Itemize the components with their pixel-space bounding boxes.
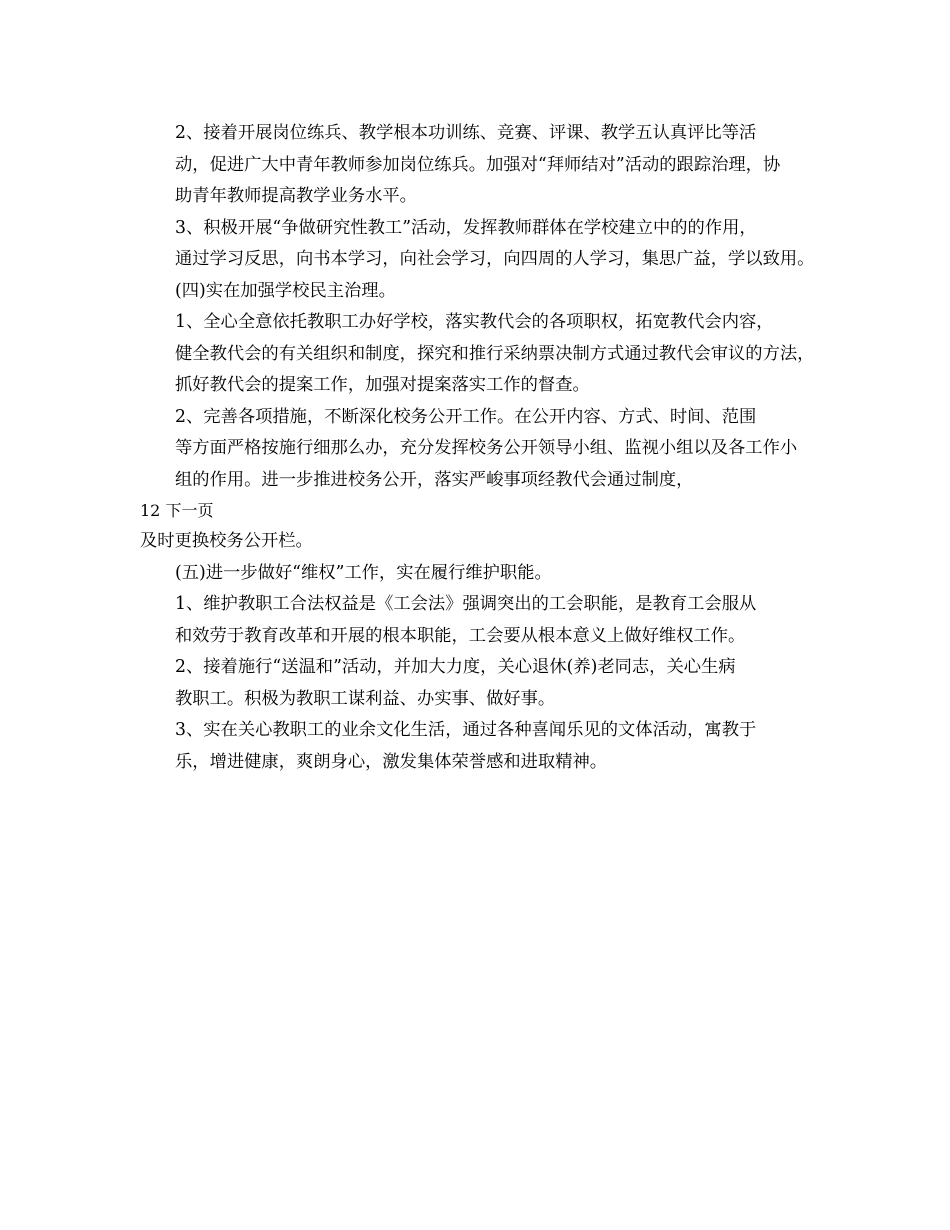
- paragraph: [140, 589, 830, 652]
- text-line: (五)进一步做好“维权”工作，实在履行维护职能。: [175, 562, 552, 583]
- text-line: 助青年教师提高教学业务水平。: [175, 186, 417, 206]
- text-line: 教职工。积极为教职工谋利益、办实事、做好事。: [175, 688, 556, 709]
- text-line: 乐，增进健康，爽朗身心，激发集体荣誉感和进取精神。: [175, 751, 608, 772]
- text-line: 抓好教代会的提案工作，加强对提案落实工作的督查。: [175, 375, 590, 395]
- paragraph: [140, 652, 830, 715]
- text-line: 通过学习反思，向书本学习，向社会学习，向四周的人学习，集思广益，学以致用。: [175, 249, 815, 269]
- text-line: (四)实在加强学校民主治理。: [175, 280, 396, 301]
- page-navigation-text: 12 下一页: [140, 501, 214, 520]
- text-line: 组的作用。进一步推进校务公开，落实严峻事项经教代会通过制度，: [175, 469, 694, 490]
- text-line: 等方面严格按施行细那么办，充分发挥校务公开领导小组、监视小组以及各工作小: [175, 438, 798, 458]
- paragraph: [140, 213, 830, 276]
- text-line: 1、维护教职工合法权益是《工会法》强调突出的工会职能，是教育工会服从: [175, 594, 757, 614]
- paragraph: [140, 526, 830, 558]
- paragraph: [140, 307, 830, 402]
- paragraph: [140, 558, 830, 590]
- text-line: 2、完善各项措施，不断深化校务公开工作。在公开内容、方式、时间、范围: [175, 406, 757, 427]
- text-line: 1、全心全意依托教职工办好学校，落实教代会的各项职权，拓宽教代会内容，: [175, 312, 774, 332]
- text-line: 动，促进广大中青年教师参加岗位练兵。加强对“拜师结对”活动的跟踪治理，协: [175, 154, 781, 175]
- paragraph: [140, 118, 830, 213]
- text-line: 健全教代会的有关组织和制度，探究和推行采纳票决制方式通过教代会审议的方法，: [175, 343, 815, 364]
- document-body: [140, 118, 830, 778]
- paragraph: [140, 715, 830, 778]
- text-line: 和效劳于教育改革和开展的根本职能，工会要从根本意义上做好维权工作。: [175, 625, 746, 646]
- text-line: 2、接着开展岗位练兵、教学根本功训练、竞赛、评课、教学五认真评比等活: [175, 123, 757, 143]
- text-line: 及时更换校务公开栏。: [140, 531, 313, 551]
- text-line: 2、接着施行“送温和”活动，并加大力度，关心退休(养)老同志，关心生病: [175, 657, 736, 677]
- text-line: 3、积极开展“争做研究性教工”活动，发挥教师群体在学校建立中的的作用，: [175, 217, 757, 238]
- text-line: 3、实在关心教职工的业余文化生活，通过各种喜闻乐见的文体活动，寓教于: [175, 720, 757, 740]
- paragraph: [140, 276, 830, 308]
- paragraph: [140, 402, 830, 497]
